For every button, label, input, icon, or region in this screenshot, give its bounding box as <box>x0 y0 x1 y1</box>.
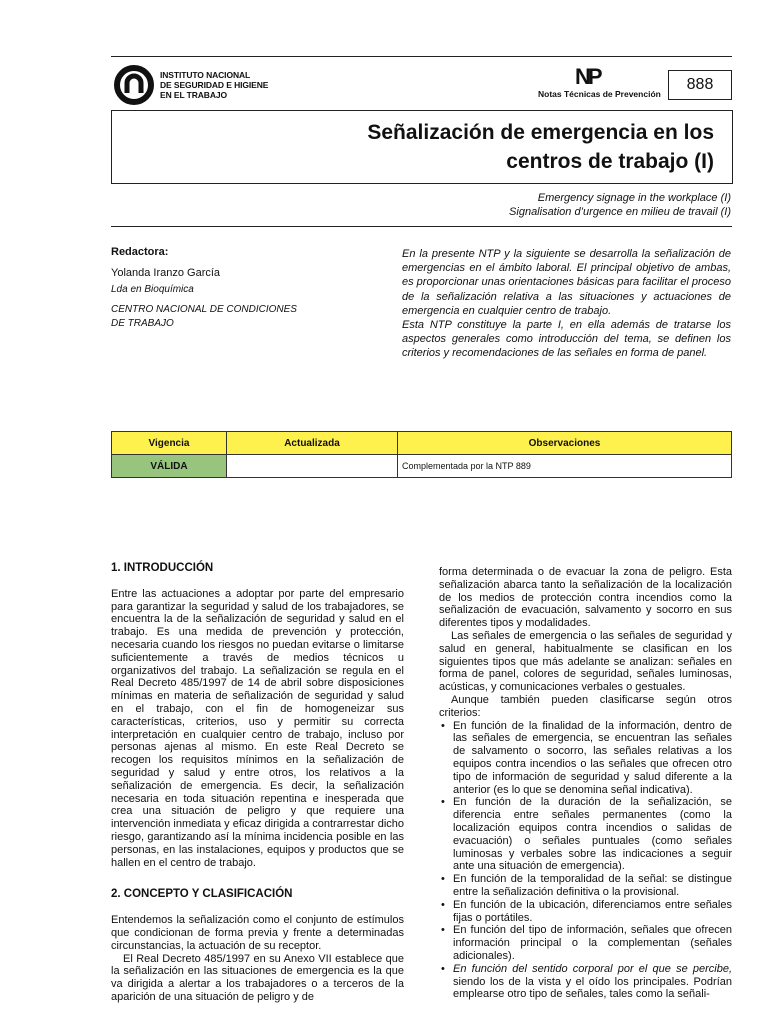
section-2-title: 2. CONCEPTO Y CLASIFICACIÓN <box>111 888 293 901</box>
status-badge: VÁLIDA <box>112 455 227 478</box>
abstract-paragraph-2: Esta NTP constituye la parte I, en ella además de tratarse los aspectos generales como introducción del tema, se definen los criterios y recomendaciones de las señales en forma de panel. <box>402 319 731 360</box>
abstract-paragraph-1: En la presente NTP y la siguiente se desarrolla la señalización de emergencias en el ámbito laboral. El principal objetivo de ambas, es proporcionar unas orientaciones básicas para facilitar el proceso de la señalización relativa a las situaciones y actuaciones de emergencia en cualquier centro de trabajo. <box>402 248 731 317</box>
abstract <box>402 247 731 361</box>
col-observaciones: Observaciones <box>398 432 732 455</box>
ntp-number: 888 <box>668 70 732 100</box>
validity-table <box>111 431 732 478</box>
col-actualizada: Actualizada <box>227 432 398 455</box>
section-1-title: 1. INTRODUCCIÓN <box>111 562 214 574</box>
list-item: • En función de la ubicación, diferenciamos entre señales fijas o portátiles. <box>439 899 732 925</box>
list-item-rest: siendo los de la vista y el oído los principales. Podrían emplearse otro tipo de señales, tales como la señali- <box>453 975 732 1001</box>
right-paragraph-1: forma determinada o de evacuar la zona de peligro. Esta señalización abarca tanto la señalización de la localización de los medios de protección contra incendios como la señalización de evacuación, salvamento y socorro en sus diferentes tipos y modalidades. <box>439 566 732 630</box>
section-1-paragraph: Entre las actuaciones a adoptar por parte del empresario para garantizar la seguridad y salud de los trabajadores, se encuentra la de la señalización de seguridad y salud en el trabajo. Es una medida de prevención y protección, necesaria cuando los riesgos no puedan evitarse o limitarse suficientemente a través de medios técnicos u organizativos del trabajo. La señalización se regula en el Real Decreto 485/1997 de 14 de abril sobre disposiciones mínimas en materia de señalización de seguridad y salud en el trabajo, con el fin de homogeneizar sus características, criterios, uso y permitir su correcta interpretación en cualquier centro de trabajo, incluso por personas ajenas al mismo. En este Real Decreto se recogen los requisitos mínimos en la señalización de seguridad y salud y entre otros, los relativos a la señalización de emergencia. Es decir, la señalización necesaria en toda situación repentina e inesperada que crea una situación de peligro y que requiere una intervención inmediata y eficaz dirigida a contrarrestar dicho riesgo, garantizando así la mínima incidencia posible en las personas, en las instalaciones, equipos y productos que se hallen en el centro de trabajo. <box>111 587 404 869</box>
list-item-italic: En función del sentido corporal por el que se percibe, <box>453 962 732 975</box>
author-heading: Redactora: <box>111 246 169 258</box>
institute-name: INSTITUTO NACIONAL DE SEGURIDAD E HIGIENE EN EL TRABAJO <box>160 70 269 100</box>
validity-header-row <box>112 432 732 455</box>
list-item: • En función de la duración de la señalización, se diferencia entre señales permanentes (como la localización equipos contra incendios o salidas de evacuación) o señales puntuales (como señales luminosas y verbales sobre las indicaciones a seguir ante una situación de emergencia). <box>439 796 732 873</box>
validity-row <box>112 455 732 478</box>
col-vigencia: Vigencia <box>112 432 227 455</box>
updated-cell <box>227 455 398 478</box>
left-column <box>111 562 404 1004</box>
author-center: CENTRO NACIONAL DE CONDICIONES DE TRABAJO <box>111 304 297 329</box>
np-logo: NP <box>575 64 600 89</box>
right-paragraph-2: Las señales de emergencia o las señales de seguridad y salud en general, habitualmente se clasifican en los siguientes tipos que más adelante se analizan: señales en forma de panel, colores de seguridad, señales luminosas, acústicas, y comunicaciones verbales o gestuales. <box>439 629 732 694</box>
french-subtitle: Signalisation d’urgence en milieu de travail (I) <box>509 206 731 218</box>
list-item <box>439 963 732 1001</box>
np-caption: Notas Técnicas de Prevención <box>538 89 661 99</box>
insht-logo-icon <box>113 64 155 106</box>
right-paragraph-3: Aunque también pueden clasificarse según otros criterios: <box>439 693 732 719</box>
section-2-paragraph-2: El Real Decreto 485/1997 en su Anexo VII establece que la señalización en las situaciones de emergencia es la que va dirigida a alertar a los trabajadores o a terceros de la aparición de una situación de peligro y de <box>111 952 404 1003</box>
list-item: • En función de la finalidad de la información, dentro de las señales de emergencia, se encuentran las señales de salvamento o socorro, las señales relativas a los equipos contra incendios o las señales que ofrecen otro tipo de información de seguridad y salud diferente a la anterior (es lo que se denomina señal indicativa). <box>439 720 732 797</box>
document-title: Señalización de emergencia en los centros de trabajo (I) <box>367 121 714 173</box>
section-2-paragraph-1: Entendemos la señalización como el conjunto de estímulos que condicionan de forma previa y frente a determinadas circunstancias, la actuación de su receptor. <box>111 914 404 952</box>
criteria-list <box>439 720 732 1002</box>
top-rule <box>111 56 732 57</box>
english-subtitle: Emergency signage in the workplace (I) <box>537 192 731 204</box>
observations-cell: Complementada por la NTP 889 <box>398 455 732 478</box>
subtitle-rule <box>111 226 732 227</box>
right-column <box>439 566 732 1001</box>
author-name: Yolanda Iranzo García <box>111 267 221 279</box>
list-item: • En función del tipo de información, señales que ofrecen información principal o la complementan (señales adicionales). <box>439 924 732 962</box>
list-item: • En función de la temporalidad de la señal: se distingue entre la señalización definitiva o la provisional. <box>439 873 732 899</box>
author-degree: Lda en Bioquímica <box>111 284 194 295</box>
